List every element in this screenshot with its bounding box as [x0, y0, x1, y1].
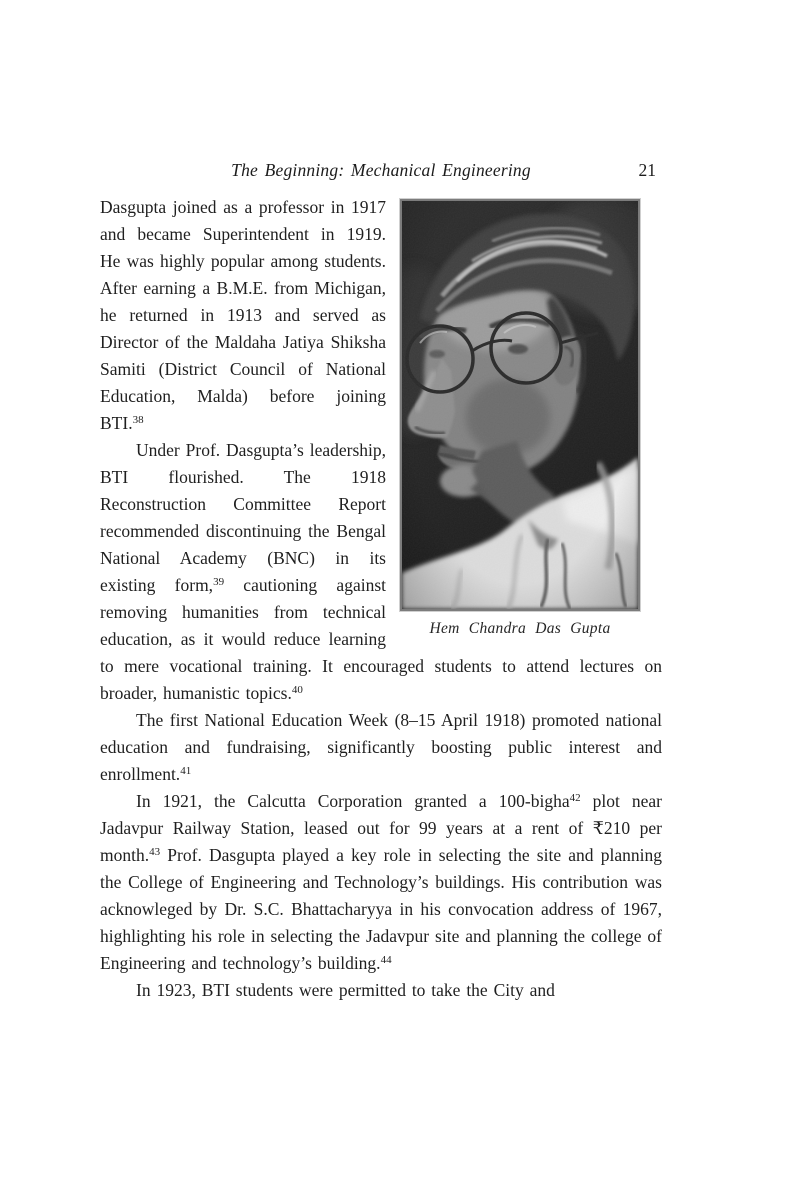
page-number: 21 — [638, 160, 656, 180]
footnote-ref: 43 — [149, 846, 161, 858]
body-paragraph: In 1921, the Calcutta Corporation granted a 100-bigha$^{42}$ plot near Jadavpur Railway Station, leased out for 99 years at a rent of ₹210 per month.$^{43}$ Prof. Dasgupta played a key role in selecting the site and planning the College of Engineering and Technology’s buildings. His contribution was acknowleged by Dr. S.C. Bhattacharyya in his convocation address of 1967, highlighting his role in selecting the Jadavpur site and planning the college of Engineering and technology’s building.$^{44}$ — [100, 791, 662, 973]
footnote-ref: 38 — [132, 414, 144, 426]
portrait-figure — [400, 199, 640, 638]
footnote-ref: 41 — [180, 765, 192, 777]
body-paragraph: Dasgupta joined as a professor in 1917 and became Superintendent in 1919. He was highly popular among students. After earning a B.M.E. from Michigan, he returned in 1913 and served as Director of the Maldaha Jatiya Shiksha Samiti (District Council of National Education, Malda) before joining BTI.$^{38}$ — [100, 197, 386, 433]
body-paragraph: In 1923, BTI students were permitted to take the City and — [136, 980, 555, 1000]
portrait-caption: Hem Chandra Das Gupta — [429, 620, 611, 637]
body-paragraph: The first National Education Week (8–15 April 1918) promoted national education and fundraising, significantly boosting public interest and enrollment.$^{41}$ — [100, 710, 662, 784]
footnote-ref: 42 — [569, 792, 581, 804]
running-head — [100, 160, 662, 184]
body-text — [100, 194, 662, 1004]
portrait-illustration — [402, 201, 638, 609]
footnote-ref: 40 — [291, 684, 303, 696]
footnote-ref: 44 — [380, 954, 392, 966]
footnote-ref: 39 — [213, 576, 225, 588]
portrait-photo — [400, 199, 640, 611]
chapter-title: The Beginning: Mechanical Engineering — [231, 160, 531, 180]
body-paragraph: Under Prof. Dasgupta’s leadership, BTI flourished. The 1918 Reconstruction Committee Report recommended discontinuing the Bengal National Academy (BNC) in its existing form,$^{39}$ cautioning against removing humanities from technical education, as it would reduce learning to mere vocational training. It encouraged students to attend lectures on broader, humanistic topics.$^{40}$ — [100, 440, 662, 703]
